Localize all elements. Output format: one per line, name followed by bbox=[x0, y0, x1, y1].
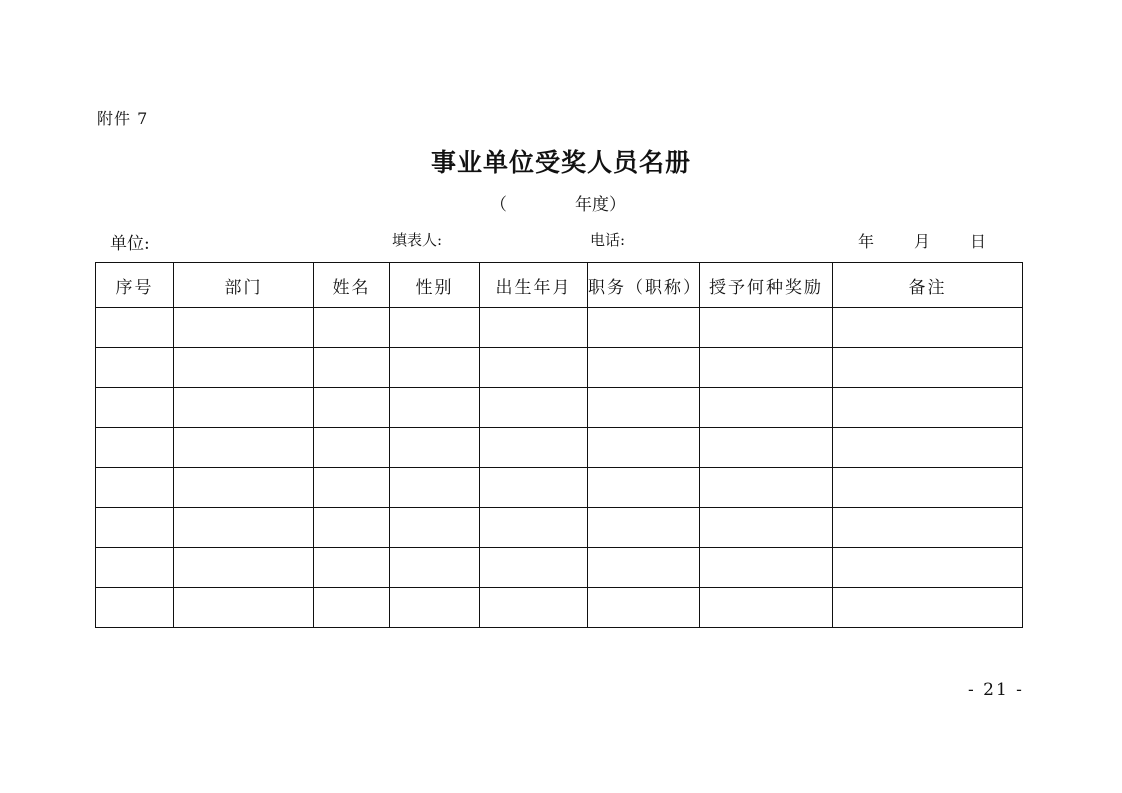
table-cell[interactable] bbox=[480, 308, 588, 348]
table-cell[interactable] bbox=[314, 388, 390, 428]
table-row bbox=[96, 428, 1023, 468]
table-cell[interactable] bbox=[480, 348, 588, 388]
page-title: 事业单位受奖人员名册 bbox=[430, 148, 691, 177]
header-award: 授予何种奖励 bbox=[700, 263, 833, 308]
table-cell[interactable] bbox=[700, 468, 833, 508]
table-cell[interactable] bbox=[700, 348, 833, 388]
table-cell[interactable] bbox=[390, 548, 480, 588]
year-label: 年度） bbox=[575, 195, 626, 215]
table-cell[interactable] bbox=[833, 428, 1023, 468]
table-cell[interactable] bbox=[314, 308, 390, 348]
table-row bbox=[96, 508, 1023, 548]
table-cell[interactable] bbox=[480, 548, 588, 588]
table-cell[interactable] bbox=[833, 468, 1023, 508]
header-birth-date: 出生年月 bbox=[480, 263, 588, 308]
unit-label: 单位: bbox=[110, 234, 150, 254]
table-cell[interactable] bbox=[700, 548, 833, 588]
date-month-label: 月 bbox=[914, 232, 931, 251]
header-name: 姓名 bbox=[314, 263, 390, 308]
date-year-label: 年 bbox=[858, 232, 875, 251]
table-cell[interactable] bbox=[314, 468, 390, 508]
table-cell[interactable] bbox=[588, 468, 700, 508]
header-department: 部门 bbox=[174, 263, 314, 308]
table-cell[interactable] bbox=[480, 588, 588, 628]
attachment-label: 附件 7 bbox=[97, 109, 149, 128]
table-row bbox=[96, 588, 1023, 628]
table-cell[interactable] bbox=[314, 588, 390, 628]
table-cell[interactable] bbox=[833, 588, 1023, 628]
table-row bbox=[96, 308, 1023, 348]
table-cell[interactable] bbox=[96, 388, 174, 428]
page-number: - 21 - bbox=[968, 680, 1024, 700]
table-cell[interactable] bbox=[314, 428, 390, 468]
table-cell[interactable] bbox=[833, 508, 1023, 548]
header-gender: 性别 bbox=[390, 263, 480, 308]
table-cell[interactable] bbox=[833, 388, 1023, 428]
table-cell[interactable] bbox=[700, 508, 833, 548]
table-cell[interactable] bbox=[480, 428, 588, 468]
roster-table bbox=[95, 262, 1023, 628]
date-day-label: 日 bbox=[970, 232, 987, 251]
table-cell[interactable] bbox=[833, 348, 1023, 388]
table-cell[interactable] bbox=[174, 468, 314, 508]
table-cell[interactable] bbox=[833, 308, 1023, 348]
table-cell[interactable] bbox=[96, 428, 174, 468]
table-cell[interactable] bbox=[390, 468, 480, 508]
table-cell[interactable] bbox=[588, 308, 700, 348]
table-cell[interactable] bbox=[96, 308, 174, 348]
table-cell[interactable] bbox=[480, 508, 588, 548]
table-cell[interactable] bbox=[480, 468, 588, 508]
table-cell[interactable] bbox=[390, 508, 480, 548]
table-body bbox=[96, 308, 1023, 628]
table-row bbox=[96, 548, 1023, 588]
table-cell[interactable] bbox=[588, 508, 700, 548]
table-cell[interactable] bbox=[390, 428, 480, 468]
table-cell[interactable] bbox=[390, 388, 480, 428]
table-row bbox=[96, 468, 1023, 508]
table-cell[interactable] bbox=[174, 508, 314, 548]
table-cell[interactable] bbox=[314, 548, 390, 588]
header-remarks: 备注 bbox=[833, 263, 1023, 308]
table-row bbox=[96, 348, 1023, 388]
table-cell[interactable] bbox=[314, 508, 390, 548]
table-cell[interactable] bbox=[700, 588, 833, 628]
table-cell[interactable] bbox=[96, 508, 174, 548]
table-cell[interactable] bbox=[390, 348, 480, 388]
table-cell[interactable] bbox=[588, 428, 700, 468]
table-cell[interactable] bbox=[588, 388, 700, 428]
table-cell[interactable] bbox=[174, 548, 314, 588]
table-cell[interactable] bbox=[96, 548, 174, 588]
table-cell[interactable] bbox=[588, 348, 700, 388]
table-cell[interactable] bbox=[588, 588, 700, 628]
table-cell[interactable] bbox=[96, 588, 174, 628]
table-cell[interactable] bbox=[833, 548, 1023, 588]
table-cell[interactable] bbox=[174, 348, 314, 388]
table-cell[interactable] bbox=[174, 388, 314, 428]
table-cell[interactable] bbox=[390, 308, 480, 348]
table-cell[interactable] bbox=[96, 468, 174, 508]
table-cell[interactable] bbox=[700, 388, 833, 428]
table-cell[interactable] bbox=[96, 348, 174, 388]
phone-label: 电话: bbox=[590, 231, 626, 249]
table-cell[interactable] bbox=[174, 308, 314, 348]
table-header-row bbox=[96, 263, 1023, 308]
header-serial: 序号 bbox=[96, 263, 174, 308]
table-cell[interactable] bbox=[700, 308, 833, 348]
table-cell[interactable] bbox=[700, 428, 833, 468]
table-cell[interactable] bbox=[588, 548, 700, 588]
year-open-paren: （ bbox=[490, 195, 507, 215]
table-cell[interactable] bbox=[314, 348, 390, 388]
table-cell[interactable] bbox=[390, 588, 480, 628]
table-cell[interactable] bbox=[174, 428, 314, 468]
table-cell[interactable] bbox=[480, 388, 588, 428]
table-row bbox=[96, 388, 1023, 428]
table-cell[interactable] bbox=[174, 588, 314, 628]
header-position: 职务（职称） bbox=[588, 263, 700, 308]
filler-label: 填表人: bbox=[392, 231, 443, 249]
